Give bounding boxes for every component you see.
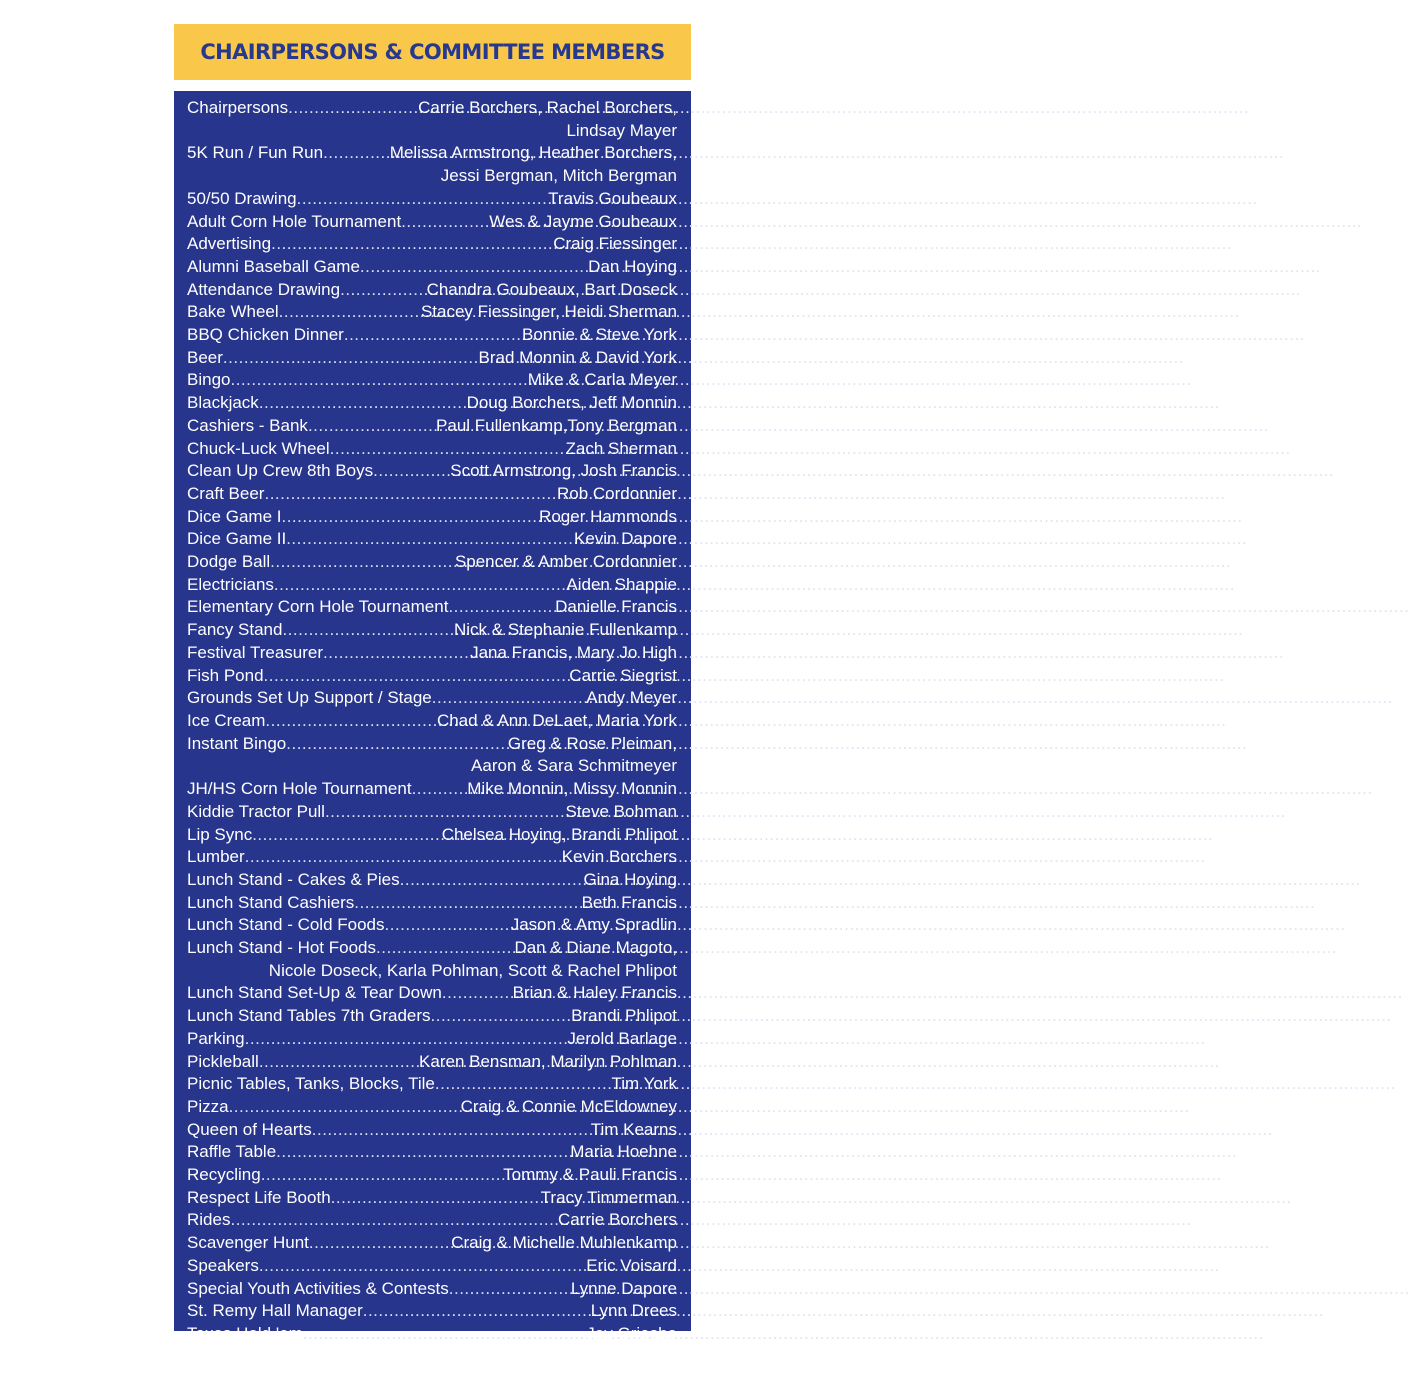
committee-entry [187,710,677,733]
committee-entry-row [187,665,677,688]
committee-role: Picnic Tables, Tanks, Blocks, Tile [187,1074,435,1094]
committee-members: Chelsea Hoying, Brandi Phlipot [441,824,677,844]
committee-list [187,97,677,1346]
committee-entry [187,937,677,982]
committee-entry [187,1209,677,1232]
committee-members-continued: Jessi Bergman, Mitch Bergman [440,166,677,186]
committee-role: Pizza [187,1096,229,1116]
committee-entry [187,1096,677,1119]
committee-members: Doug Borchers, Jeff Monnin [466,393,677,413]
dot-leader [286,733,508,756]
committee-entry-row [187,415,677,438]
committee-entry [187,279,677,302]
committee-role: Scavenger Hunt [187,1233,309,1253]
committee-members: Tim Kearns [590,1119,677,1139]
committee-role: Texas Hold 'em [187,1323,303,1343]
committee-role: BBQ Chicken Dinner [187,325,344,345]
dot-leader [276,1141,570,1164]
committee-members: Maria Hoehne [570,1142,677,1162]
committee-role: Attendance Drawing [187,279,341,299]
committee-members-continued: Nicole Doseck, Karla Pohlman, Scott & Rachel Phlipot [268,960,677,980]
committee-members: Tim York [611,1074,677,1094]
committee-role: Parking [187,1028,245,1048]
committee-members: Andy Meyer [586,688,677,708]
dot-leader [449,1278,571,1301]
committee-entry [187,1164,677,1187]
committee-role: 5K Run / Fun Run [187,143,324,163]
committee-entry-row [187,1323,677,1346]
committee-members: Danielle Francis [555,597,677,617]
committee-role: Ice Cream [187,710,266,730]
dot-leader [340,279,426,302]
committee-entry-row [187,869,677,892]
dot-leader [265,710,437,733]
committee-entry [187,733,677,778]
committee-entry [187,1005,677,1028]
section-header-banner [174,24,691,80]
committee-role: Bingo [187,370,231,390]
committee-role: Advertising [187,234,272,254]
committee-members: Stacey Fiessinger, Heidi Sherman [420,302,677,322]
dot-leader [259,1255,586,1278]
committee-entry-row [187,97,677,120]
committee-entry-row [187,301,677,324]
committee-members: Beth Francis [581,892,677,912]
committee-entry [187,142,677,187]
committee-entry [187,869,677,892]
committee-members: Brandi Phlipot [571,1006,677,1026]
committee-role: Instant Bingo [187,733,287,753]
dot-leader [274,574,566,597]
committee-entry [187,1028,677,1051]
committee-entry [187,551,677,574]
committee-members: Carrie Borchers [557,1210,677,1230]
committee-members: Chandra Goubeaux, Bart Doseck [426,279,677,299]
committee-entry [187,211,677,234]
dot-leader [344,324,522,347]
committee-members: Lynn Drees [590,1301,677,1321]
committee-role: Dodge Ball [187,552,271,572]
committee-entry [187,392,677,415]
committee-members: Eric Voisard [586,1255,677,1275]
committee-entry [187,914,677,937]
committee-members: Zach Sherman [565,438,677,458]
committee-entry [187,188,677,211]
committee-entry [187,1232,677,1255]
committee-entry-row [187,256,677,279]
dot-leader [308,415,436,438]
committee-entry-row [187,1028,677,1051]
committee-entry [187,483,677,506]
dot-leader [442,982,513,1005]
committee-entry [187,892,677,915]
committee-entry-row [187,574,677,597]
committee-entry-row [187,846,677,869]
committee-members: Mike & Carla Meyer [527,370,677,390]
dot-leader [281,506,539,529]
committee-role: Lumber [187,847,245,867]
committee-role: Lip Sync [187,824,253,844]
committee-entry [187,415,677,438]
dot-leader [223,347,479,370]
committee-role: Fish Pond [187,665,264,685]
committee-entry [187,1278,677,1301]
committee-members: Craig & Michelle Muhlenkamp [451,1233,677,1253]
committee-members: Lynne Dapore [570,1278,677,1298]
dot-leader [282,619,454,642]
committee-members: Nick & Stephanie Fullenkamp [453,620,677,640]
committee-role: Chairpersons [187,98,289,117]
dot-leader [245,846,562,869]
committee-role: Cashiers - Bank [187,415,308,435]
committee-members: Kevin Borchers [561,847,677,867]
committee-entry-row [187,233,677,256]
dot-leader [271,233,553,256]
dot-leader [270,551,455,574]
committee-entry-row [187,188,677,211]
dot-leader [312,1119,591,1142]
dot-leader [286,528,574,551]
committee-role: Craft Beer [187,483,265,503]
committee-role: St. Remy Hall Manager [187,1301,363,1321]
committee-entry-row [187,1300,677,1323]
dot-leader [412,778,468,801]
committee-role: Bake Wheel [187,302,279,322]
committee-role: JH/HS Corn Hole Tournament [187,779,412,799]
committee-entry-row [187,1005,677,1028]
committee-entry [187,1255,677,1278]
committee-entry [187,1073,677,1096]
committee-members: Dan & Diane Magoto, [514,938,677,958]
committee-entry-row [187,483,677,506]
committee-members: Jana Francis, Mary Jo High [470,642,677,662]
committee-members: Spencer & Amber Cordonnier [454,552,677,572]
committee-role: Queen of Hearts [187,1119,312,1139]
committee-role: 50/50 Drawing [187,188,297,208]
dot-leader [297,188,549,211]
committee-entry-row [187,1141,677,1164]
committee-role: Lunch Stand Set-Up & Tear Down [187,983,442,1003]
dot-leader [252,824,441,847]
committee-role: Grounds Set Up Support / Stage [187,688,432,708]
committee-role: Chuck-Luck Wheel [187,438,330,458]
committee-members: Carrie Siegrist [569,665,677,685]
committee-entry [187,347,677,370]
committee-entry [187,982,677,1005]
committee-entry-row [187,392,677,415]
committee-role: Special Youth Activities & Contests [187,1278,449,1298]
committee-members: Craig Fiessinger [553,234,677,254]
dot-leader [259,392,467,415]
committee-members: Tracy Timmerman [540,1187,677,1207]
committee-entry [187,1323,677,1346]
committee-entry [187,438,677,461]
committee-role: Recycling [187,1165,261,1185]
committee-role: Dice Game I [187,506,282,526]
section-title: CHAIRPERSONS & COMMITTEE MEMBERS [200,40,665,64]
committee-entry-row [187,1164,677,1187]
dot-leader [435,1073,612,1096]
committee-role: Kiddie Tractor Pull [187,801,325,821]
committee-entry [187,301,677,324]
committee-role: Adult Corn Hole Tournament [187,211,402,231]
committee-entry [187,1051,677,1074]
dot-leader [288,97,418,120]
committee-role: Lunch Stand - Cold Foods [187,915,385,935]
committee-entry-row [187,506,677,529]
committee-entry-row [187,142,677,165]
committee-entry-row [187,596,677,619]
committee-entry-row [187,1119,677,1142]
committee-entry-row [187,982,677,1005]
committee-members-continued: Lindsay Mayer [566,120,677,140]
dot-leader [376,937,514,960]
committee-members: Jay Griesho [586,1323,677,1343]
committee-members: Paul Fullenkamp,Tony Bergman [436,415,677,435]
dot-leader [448,596,555,619]
dot-leader [303,1323,587,1346]
committee-entry [187,369,677,392]
committee-entry [187,778,677,801]
committee-entry [187,596,677,619]
committee-members: Carrie Borchers, Rachel Borchers, [418,98,677,117]
committee-entry [187,256,677,279]
committee-role: Beer [187,347,223,367]
committee-members: Rob Cordonnier [556,483,677,503]
committee-members: Scott Armstrong, Josh Francis [450,461,677,481]
committee-members: Bonnie & Steve York [521,325,677,345]
committee-entry-row [187,1278,677,1301]
committee-role: Lunch Stand Tables 7th Graders [187,1006,431,1026]
committee-entry [187,1141,677,1164]
dot-leader [401,211,489,234]
dot-leader [330,438,566,461]
committee-entry [187,574,677,597]
dot-leader [400,869,584,892]
committee-members: Travis Goubeaux [548,188,677,208]
committee-entry-row [187,460,677,483]
committee-role: Raffle Table [187,1142,277,1162]
dot-leader [261,1164,503,1187]
committee-entry-row [187,619,677,642]
committee-entry [187,233,677,256]
dot-leader [431,1005,572,1028]
committee-entry-row [187,324,677,347]
committee-entry-row [187,1073,677,1096]
committee-members: Roger Hammonds [539,506,677,526]
committee-entry [187,528,677,551]
committee-entry-row [187,892,677,915]
dot-leader [279,301,421,324]
dot-leader [363,1300,591,1323]
committee-members: Karen Bensman, Marilyn Pohlman [419,1051,677,1071]
committee-entry [187,97,677,142]
committee-members: Gina Hoying [583,869,677,889]
dot-leader [323,142,390,165]
dot-leader [229,1096,461,1119]
committee-members: Dan Hoying [588,256,677,276]
committee-entry-row [187,937,677,960]
committee-members: Tommy & Pauli Francis [503,1165,677,1185]
committee-role: Speakers [187,1255,259,1275]
dot-leader [230,369,527,392]
committee-members: Craig & Connie McEldowney [460,1096,677,1116]
committee-entry [187,642,677,665]
committee-role: Electricians [187,574,274,594]
committee-entry-row [187,347,677,370]
dot-leader [245,1028,568,1051]
committee-role: Lunch Stand Cashiers [187,892,355,912]
committee-role: Lunch Stand - Cakes & Pies [187,869,400,889]
committee-entry-row [187,824,677,847]
committee-members: Jerold Barlage [567,1028,677,1048]
committee-members: Brian & Haley Francis [512,983,677,1003]
committee-entry-row [187,1096,677,1119]
committee-role: Clean Up Crew 8th Boys [187,461,374,481]
committee-entry-row [187,687,677,710]
committee-role: Fancy Stand [187,620,283,640]
committee-role: Respect Life Booth [187,1187,331,1207]
committee-entry [187,460,677,483]
committee-entry-row [187,914,677,937]
committee-entry-row [187,778,677,801]
committee-members: Aiden Shappie [566,574,677,594]
committee-entry [187,1300,677,1323]
dot-leader [373,460,450,483]
committee-members: Greg & Rose Pleiman, [507,733,677,753]
committee-members: Wes & Jayme Goubeaux [489,211,677,231]
committee-entry-row [187,1051,677,1074]
committee-role: Pickleball [187,1051,259,1071]
committee-entry-row [187,1187,677,1210]
committee-entry [187,687,677,710]
dot-leader [331,1187,541,1210]
committee-entry-row [187,710,677,733]
committee-entry [187,846,677,869]
committee-entry-row [187,528,677,551]
committee-entry-row [187,551,677,574]
committee-entry-row [187,1255,677,1278]
committee-entry [187,801,677,824]
dot-leader [309,1232,451,1255]
committee-members: Chad & Ann DeLaet, Maria York [436,710,677,730]
committee-entry-row [187,642,677,665]
dot-leader [360,256,588,279]
dot-leader [385,914,511,937]
committee-members: Steve Bohman [565,801,677,821]
dot-leader [264,665,570,688]
committee-entry-row [187,1232,677,1255]
dot-leader [432,687,587,710]
committee-members: Jason & Amy Spradlin [510,915,677,935]
committee-entry [187,824,677,847]
committee-entry-row [187,438,677,461]
dot-leader [230,1209,557,1232]
committee-entry [187,506,677,529]
committee-entry [187,324,677,347]
dot-leader [264,483,557,506]
committee-list-panel [174,91,691,1343]
committee-entry [187,1187,677,1210]
committee-members-continued: Aaron & Sara Schmitmeyer [471,756,677,776]
committee-members: Brad Monnin & David York [478,347,677,367]
committee-entry-row [187,733,677,756]
committee-role: Alumni Baseball Game [187,256,360,276]
committee-entry-row [187,801,677,824]
committee-entry-row [187,211,677,234]
committee-entry [187,619,677,642]
committee-role: Rides [187,1210,231,1230]
committee-role: Lunch Stand - Hot Foods [187,938,377,958]
committee-role: Elementary Corn Hole Tournament [187,597,449,617]
committee-role: Festival Treasurer [187,642,324,662]
committee-entry-row [187,1209,677,1232]
committee-members: Mike Monnin, Missy Monnin [467,779,677,799]
committee-entry [187,665,677,688]
committee-entry-row [187,369,677,392]
committee-role: Dice Game II [187,529,287,549]
committee-role: Blackjack [187,393,259,413]
dot-leader [323,642,470,665]
committee-entry-row [187,279,677,302]
committee-entry [187,1119,677,1142]
committee-members: Kevin Dapore [573,529,677,549]
dot-leader [325,801,566,824]
dot-leader [259,1051,419,1074]
dot-leader [354,892,581,915]
committee-members: Melissa Armstrong, Heather Borchers, [389,143,677,163]
